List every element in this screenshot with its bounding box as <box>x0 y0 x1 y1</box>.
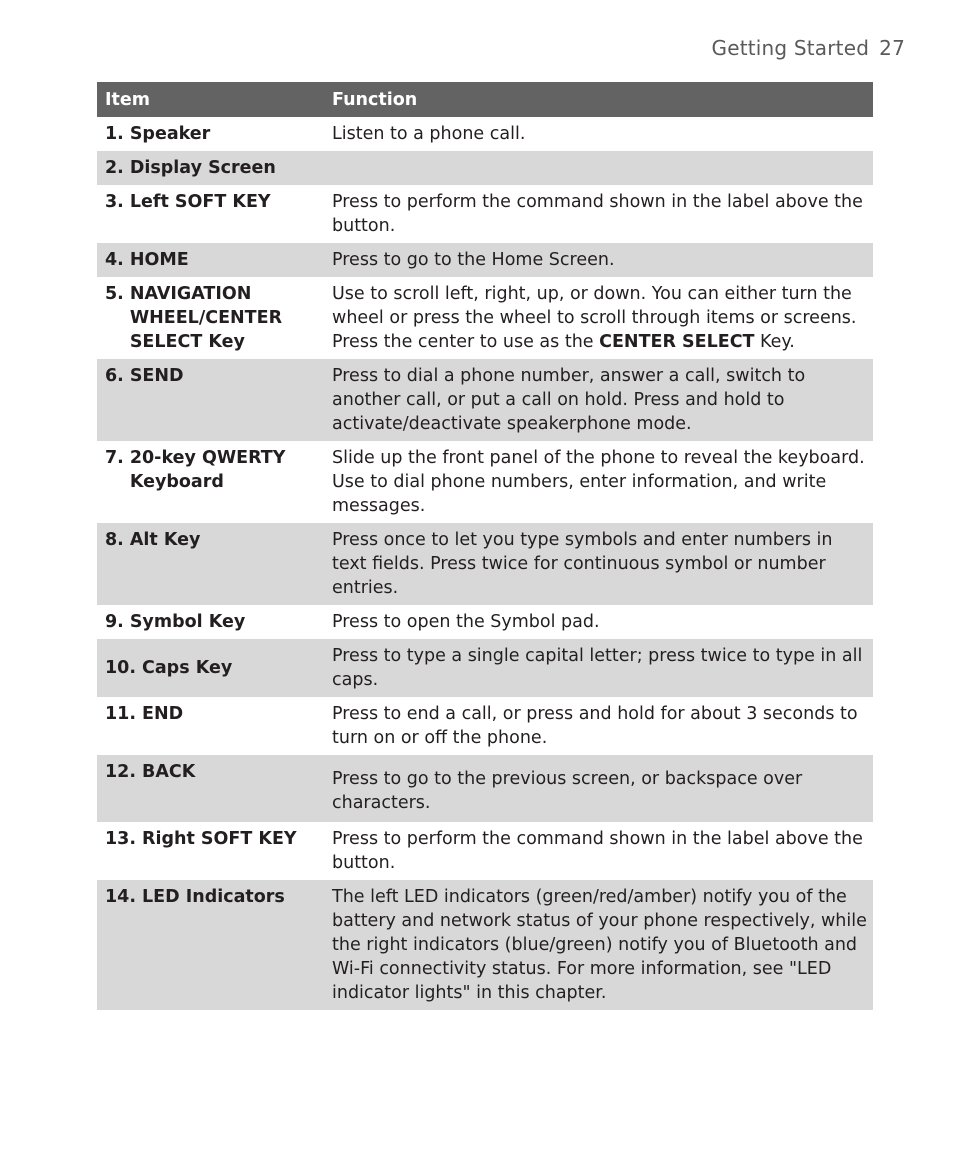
item-number: 8. <box>105 530 124 550</box>
table-row <box>97 697 873 755</box>
table-header-row <box>97 82 873 117</box>
item-cell <box>97 605 323 639</box>
function-cell <box>323 151 873 185</box>
function-text-bold: CENTER SELECT <box>599 332 755 352</box>
table-row <box>97 277 873 359</box>
item-number: 2. <box>105 158 124 178</box>
function-cell: Press to go to the previous screen, or backspace over characters. <box>323 755 873 822</box>
item-number: 10. <box>105 658 137 678</box>
item-label: Right SOFT KEY <box>142 829 297 849</box>
function-cell: Press to type a single capital letter; press twice to type in all caps. <box>323 639 873 697</box>
function-cell: Slide up the front panel of the phone to reveal the keyboard. Use to dial phone numbers, enter information, and write messages. <box>332 448 865 516</box>
function-cell: Press to perform the command shown in the label above the button. <box>332 829 863 873</box>
item-number: 1. <box>105 124 124 144</box>
table-row <box>97 441 873 523</box>
table-row <box>97 151 873 185</box>
item-number: 13. <box>105 829 137 849</box>
function-text: Use to scroll left, right, up, or down. You can either turn the wheel or press the wheel to scroll through items or screens. Press the center to use as the <box>332 284 857 352</box>
item-label: Symbol Key <box>129 612 246 632</box>
function-cell: Press to end a call, or press and hold for about 3 seconds to turn on or off the phone. <box>332 704 858 748</box>
item-cell <box>97 243 323 277</box>
item-label: 20-key QWERTY Keyboard <box>129 448 286 492</box>
table-row <box>97 243 873 277</box>
item-cell <box>97 117 323 151</box>
item-label: NAVIGATION WHEEL/CENTER SELECT Key <box>129 284 283 352</box>
table-row <box>97 639 873 697</box>
item-cell <box>97 822 323 880</box>
item-number: 3. <box>105 192 124 212</box>
table-row <box>97 185 873 243</box>
function-cell: Press to perform the command shown in the label above the button. <box>332 192 863 236</box>
item-cell <box>97 359 323 441</box>
item-label: END <box>142 704 184 724</box>
function-cell: Press to open the Symbol pad. <box>332 612 600 632</box>
table-row <box>97 523 873 605</box>
item-label: Caps Key <box>142 658 233 678</box>
item-label: Display Screen <box>129 158 276 178</box>
item-cell <box>97 277 323 359</box>
item-number: 7. <box>105 448 124 468</box>
item-cell <box>97 523 323 605</box>
item-number: 14. <box>105 887 137 907</box>
item-number: 11. <box>105 704 137 724</box>
item-label: BACK <box>142 762 196 782</box>
item-cell <box>97 151 323 185</box>
page-number: 27 <box>879 36 905 60</box>
table-row <box>97 755 873 822</box>
item-label: Speaker <box>129 124 211 144</box>
column-header-function: Function <box>323 82 873 117</box>
function-cell: Press once to let you type symbols and enter numbers in text fields. Press twice for continuous symbol or number entries. <box>323 523 873 605</box>
item-number: 4. <box>105 250 124 270</box>
function-cell: Press to go to the Home Screen. <box>323 243 873 277</box>
item-label: HOME <box>129 250 189 270</box>
item-cell <box>97 697 323 755</box>
item-number: 5. <box>105 284 124 304</box>
function-text: Key. <box>754 332 795 352</box>
function-cell <box>323 277 873 359</box>
table-row <box>97 822 873 880</box>
item-number: 9. <box>105 612 124 632</box>
item-function-table <box>97 82 873 1010</box>
running-header <box>712 36 906 60</box>
item-cell <box>97 185 323 243</box>
item-cell <box>97 639 323 697</box>
item-number: 6. <box>105 366 124 386</box>
table-row <box>97 359 873 441</box>
function-cell: The left LED indicators (green/red/amber) notify you of the battery and network status of your phone respectively, while the right indicators (blue/green) notify you of Bluetooth and Wi-Fi connectivity status. For more information, see "LED indicator lights" in this chapter. <box>323 880 873 1010</box>
table-row <box>97 605 873 639</box>
column-header-item: Item <box>97 82 323 117</box>
item-label: Left SOFT KEY <box>129 192 271 212</box>
item-number: 12. <box>105 762 137 782</box>
section-title: Getting Started <box>711 36 870 60</box>
function-cell: Listen to a phone call. <box>332 124 526 144</box>
item-cell <box>97 755 323 822</box>
item-label: Alt Key <box>129 530 201 550</box>
item-label: SEND <box>129 366 184 386</box>
function-cell: Press to dial a phone number, answer a call, switch to another call, or put a call on hold. Press and hold to activate/deactivate speakerphone mode. <box>323 359 873 441</box>
item-cell <box>97 441 323 523</box>
table-row <box>97 117 873 151</box>
table-row <box>97 880 873 1010</box>
item-cell <box>97 880 323 1010</box>
item-label: LED Indicators <box>142 887 285 907</box>
